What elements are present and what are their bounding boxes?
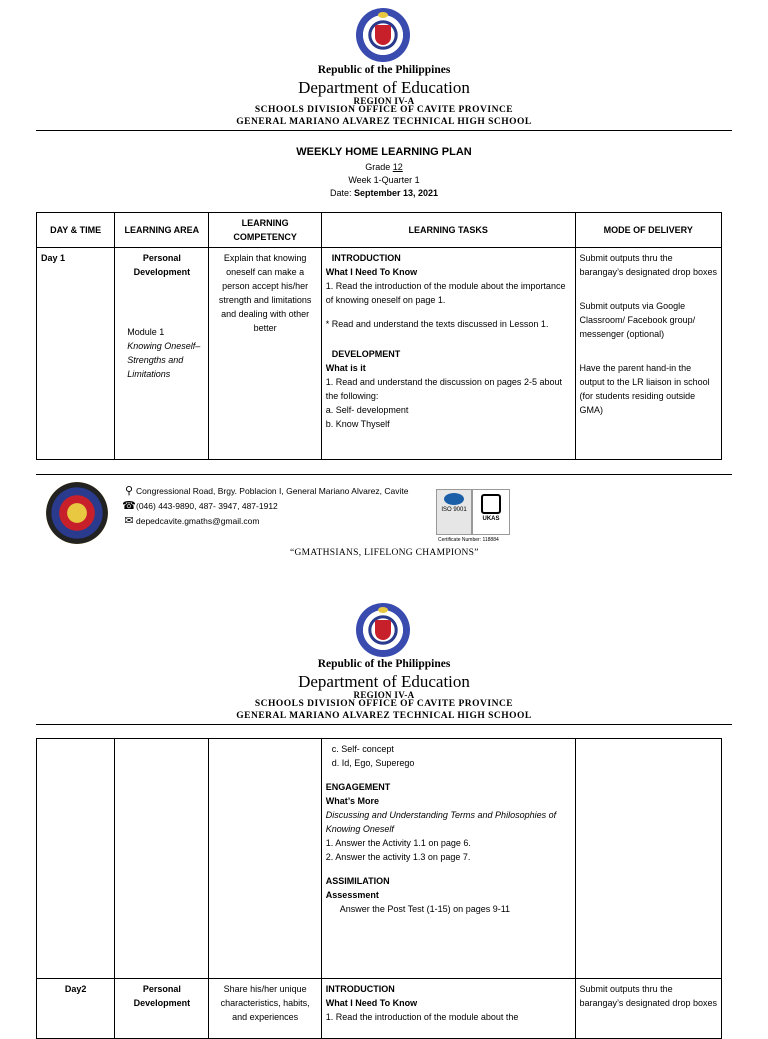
header-day-time: DAY & TIME bbox=[37, 213, 115, 248]
cont-tasks-cell bbox=[321, 739, 575, 979]
engagement-topic: Discussing and Understanding Terms and Philosophies of Knowing Oneself bbox=[325, 810, 557, 834]
assessment-task: Answer the Post Test (1-15) on pages 9-11 bbox=[339, 904, 511, 914]
department-title: Department of Education bbox=[298, 78, 470, 97]
week-line: Week 1-Quarter 1 bbox=[348, 175, 420, 185]
republic-text: Republic of the Philippines bbox=[317, 658, 451, 670]
intro-heading: INTRODUCTION bbox=[331, 253, 401, 263]
cont-day-cell bbox=[37, 739, 115, 979]
division-text: SCHOOLS DIVISION OFFICE OF CAVITE PROVINCE bbox=[254, 699, 514, 709]
mode-2: Submit outputs via Google Classroom/ Facebook group/ messenger (optional) bbox=[579, 301, 696, 339]
day2-competency-cell: Share his/her unique characteristics, habits, and experiences bbox=[209, 979, 321, 1039]
assessment-sub: Assessment bbox=[325, 890, 379, 900]
engagement-heading: ENGAGEMENT bbox=[325, 782, 391, 792]
day1-area-cell bbox=[115, 248, 209, 460]
day2-intro-sub: What I Need To Know bbox=[325, 998, 418, 1008]
engagement-sub: What’s More bbox=[325, 796, 379, 806]
division-text: SCHOOLS DIVISION OFFICE OF CAVITE PROVINCE bbox=[254, 105, 514, 115]
module-title: Knowing Oneself– Strengths and Limitations bbox=[127, 341, 201, 379]
iso-badge-icon bbox=[436, 489, 472, 535]
deped-seal-icon bbox=[356, 8, 410, 62]
assimilation-heading: ASSIMILATION bbox=[325, 876, 390, 886]
mode-1: Submit outputs thru the barangay’s designated drop boxes bbox=[579, 253, 717, 277]
date-line: Date: September 13, 2021 bbox=[329, 188, 439, 198]
engagement-task-1: 1. Answer the Activity 1.1 on page 6. bbox=[325, 838, 471, 848]
day1-cell: Day 1 bbox=[37, 248, 115, 460]
header-mode-delivery: MODE OF DELIVERY bbox=[575, 213, 721, 248]
ukas-label: UKAS bbox=[482, 516, 500, 522]
dev-task-1: 1. Read and understand the discussion on pages 2-5 about the following: bbox=[325, 377, 562, 401]
dev-item-d: d. Id, Ego, Superego bbox=[331, 758, 415, 768]
deped-seal-icon bbox=[356, 603, 410, 657]
learning-plan-table bbox=[36, 212, 722, 460]
dev-item-b: b. Know Thyself bbox=[325, 419, 390, 429]
dev-item-c: c. Self- concept bbox=[331, 744, 394, 754]
motto: “GMATHSIANS, LIFELONG CHAMPIONS” bbox=[290, 548, 479, 558]
footer-address: ⚲ Congressional Road, Brgy. Poblacion I, General Mariano Alvarez, Cavite bbox=[122, 484, 408, 499]
ukas-badge-icon bbox=[472, 489, 510, 535]
day1-mode-cell bbox=[575, 248, 721, 460]
module-number: Module 1 bbox=[127, 327, 165, 337]
cert-number: Certificate Number: 118884 bbox=[438, 537, 499, 543]
department-title: Department of Education bbox=[298, 672, 470, 691]
day2-intro-task-1: 1. Read the introduction of the module about the bbox=[325, 1012, 519, 1022]
cont-mode-cell bbox=[575, 739, 721, 979]
footer-divider bbox=[36, 474, 732, 475]
day2-intro-heading: INTRODUCTION bbox=[325, 984, 395, 994]
intro-task-2: * Read and understand the texts discussed in Lesson 1. bbox=[325, 319, 549, 329]
day1-competency-cell: Explain that knowing oneself can make a person accept his/her strength and limitations and dealing with other better bbox=[209, 248, 321, 460]
iso-label: ISO 9001 bbox=[441, 507, 467, 513]
phone-icon: ☎ bbox=[122, 500, 136, 512]
footer-phone: ☎(046) 443-9890, 487- 3947, 487-1912 bbox=[122, 500, 278, 512]
school-name: GENERAL MARIANO ALVAREZ TECHNICAL HIGH SCHOOL bbox=[236, 117, 532, 127]
day2-tasks-cell bbox=[321, 979, 575, 1039]
header-competency: LEARNING COMPETENCY bbox=[209, 213, 321, 248]
region-text: REGION IV-A bbox=[353, 690, 415, 700]
day2-mode-cell: Submit outputs thru the barangay’s designated drop boxes bbox=[575, 979, 721, 1039]
cont-area-cell bbox=[115, 739, 209, 979]
mode-3: Have the parent hand-in the output to the LR liaison in school (for students residing outside GMA) bbox=[579, 363, 710, 415]
school-name: GENERAL MARIANO ALVAREZ TECHNICAL HIGH SCHOOL bbox=[236, 711, 532, 721]
dev-heading: DEVELOPMENT bbox=[331, 349, 401, 359]
footer-email: ✉ depedcavite.gmaths@gmail.com bbox=[122, 514, 259, 529]
learning-plan-table-continued bbox=[36, 738, 722, 1039]
day2-cell: Day2 bbox=[37, 979, 115, 1039]
school-logo-icon bbox=[46, 482, 108, 544]
plan-title: WEEKLY HOME LEARNING PLAN bbox=[296, 146, 472, 158]
header-learning-area: LEARNING AREA bbox=[115, 213, 209, 248]
dev-sub: What is it bbox=[325, 363, 366, 373]
cont-competency-cell bbox=[209, 739, 321, 979]
location-icon: ⚲ bbox=[124, 485, 134, 497]
region-text: REGION IV-A bbox=[353, 96, 415, 106]
header-divider bbox=[36, 724, 732, 725]
email-icon: ✉ bbox=[124, 515, 134, 527]
engagement-task-2: 2. Answer the activity 1.3 on page 7. bbox=[325, 852, 471, 862]
intro-sub: What I Need To Know bbox=[325, 267, 418, 277]
dev-item-a: a. Self- development bbox=[325, 405, 409, 415]
intro-task-1: 1. Read the introduction of the module about the importance of knowing oneself on page 1. bbox=[325, 281, 566, 305]
area-title: Personal Development bbox=[133, 253, 191, 277]
header-learning-tasks: LEARNING TASKS bbox=[321, 213, 575, 248]
grade-line: Grade 12 bbox=[365, 162, 403, 172]
header-divider bbox=[36, 130, 732, 131]
republic-text: Republic of the Philippines bbox=[317, 64, 451, 76]
day2-area-cell: Personal Development bbox=[115, 979, 209, 1039]
day1-tasks-cell bbox=[321, 248, 575, 460]
